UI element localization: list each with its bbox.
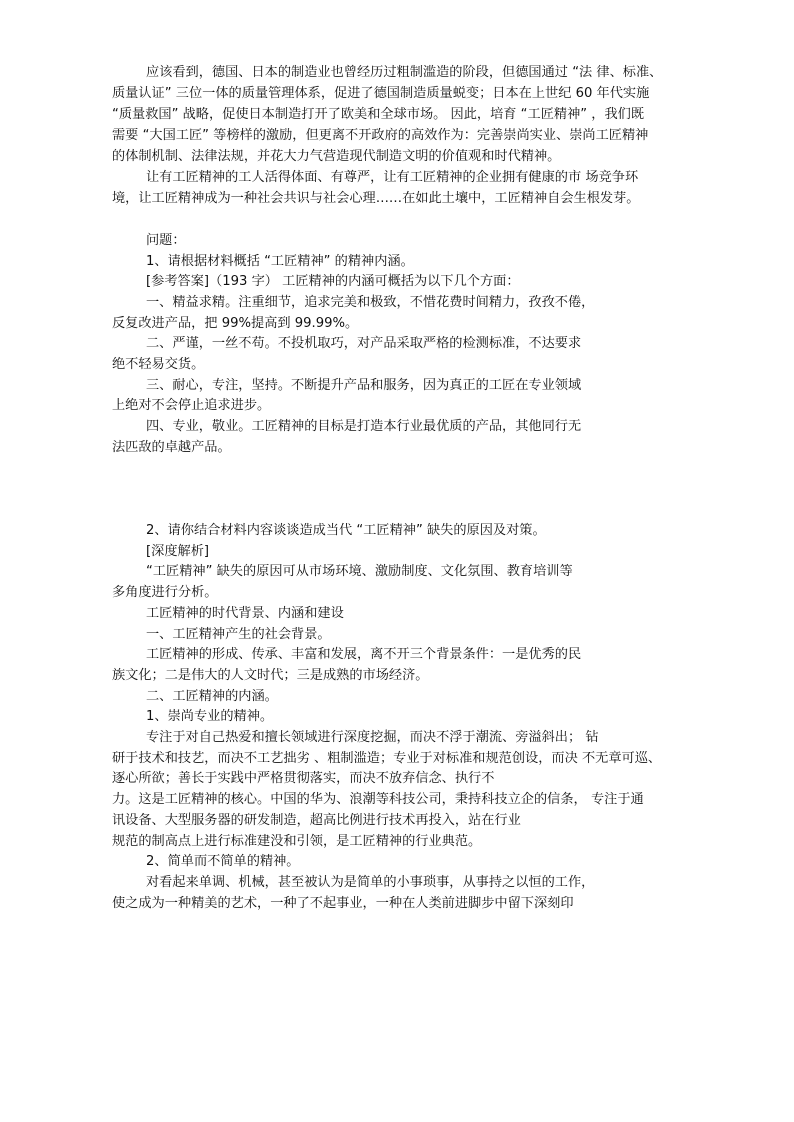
text-line: 力。这是工匠精神的核心。中国的华为、浪潮等科技公司，秉持科技立企的信条， 专注于通 bbox=[112, 792, 644, 807]
text-line: 2、简单而不简单的精神。 bbox=[146, 854, 300, 869]
text-line: 多角度进行分析。 bbox=[112, 585, 218, 600]
text-line: 让有工匠精神的工人活得体面、有尊严，让有工匠精神的企业拥有健康的市 场竞争环 bbox=[146, 170, 639, 185]
reference-answer: [参考答案]（193 字） 工匠精神的内涵可概括为以下几个方面： bbox=[146, 274, 520, 289]
question-heading: 问题： bbox=[146, 233, 186, 248]
analysis-heading: [深度解析] bbox=[146, 544, 210, 559]
text-line: 应该看到，德国、日本的制造业也曾经历过粗制滥造的阶段，但德国通过 “法 律、标准、 bbox=[146, 65, 663, 80]
text-line: 上绝对不会停止追求进步。 bbox=[112, 398, 271, 413]
question-2: 2、请你结合材料内容谈谈造成当代 “工匠精神” 缺失的原因及对策。 bbox=[146, 523, 546, 538]
text-line: 三、耐心，专注，坚持。不断提升产品和服务，因为真正的工匠在专业领域 bbox=[146, 378, 582, 393]
text-line: 族文化；二是伟大的人文时代；三是成熟的市场经济。 bbox=[112, 668, 429, 683]
text-line: 质量认证” 三位一体的质量管理体系，促进了德国制造质量蜕变；日本在上世纪 60 年代实施 bbox=[112, 86, 650, 101]
text-line: 使之成为一种精美的艺术，一种了不起事业，一种在人类前进脚步中留下深刻印 bbox=[112, 896, 574, 911]
text-line: 绝不轻易交货。 bbox=[112, 357, 205, 372]
text-line: “质量救国” 战略，促使日本制造打开了欧美和全球市场。 因此，培育 “工匠精神” ，我们既 bbox=[112, 107, 645, 122]
text-line: 专注于对自己热爱和擅长领域进行深度挖掘，而决不浮于潮流、旁溢斜出； 钻 bbox=[146, 730, 599, 745]
text-line: 的体制机制、法律法规，并花大力气营造现代制造文明的价值观和时代精神。 bbox=[112, 149, 561, 164]
text-line: 法匹敌的卓越产品。 bbox=[112, 440, 231, 455]
text-line: 二、工匠精神的内涵。 bbox=[146, 689, 278, 704]
text-line: 工匠精神的形成、传承、丰富和发展，离不开三个背景条件：一是优秀的民 bbox=[146, 647, 582, 662]
text-line: 规范的制高点上进行标准建没和引领，是工匠精神的行业典范。 bbox=[112, 834, 482, 849]
text-line: 反复改进产品，把 99%提高到 99.99%。 bbox=[112, 316, 359, 331]
text-line: 研于技术和技艺，而决不工艺拙劣 、粗制滥造；专业于对标准和规范创设，而决 不无章可巡、 bbox=[112, 751, 662, 766]
text-line: 需要 “大国工匠” 等榜样的激励，但更离不开政府的高效作为：完善崇尚实业、崇尚工匠精神 bbox=[112, 128, 649, 143]
text-line: 逐心所欲；善长于实践中严格贯彻落实，而决不放弃信念、执行不 bbox=[112, 771, 495, 786]
text-line: 对看起来单调、机械，甚至被认为是简单的小事琐事，从事持之以恒的工作， bbox=[146, 875, 595, 890]
question-1: 1、请根据材料概括 “工匠精神” 的精神内涵。 bbox=[146, 254, 414, 269]
text-line: 1、崇尚专业的精神。 bbox=[146, 709, 274, 724]
text-line: 二、严谨，一丝不苟。不投机取巧，对产品采取严格的检测标准，不达要求 bbox=[146, 336, 582, 351]
text-line: 四、专业，敬业。工匠精神的目标是打造本行业最优质的产品，其他同行无 bbox=[146, 419, 582, 434]
text-line: 讯设备、大型服务器的研发制造，超高比例进行技术再投入，站在行业 bbox=[112, 813, 521, 828]
text-line: 境，让工匠精神成为一种社会共识与社会心理……在如此土壤中，工匠精神自会生根发芽。 bbox=[112, 191, 640, 206]
text-line: 一、精益求精。注重细节，追求完美和极致，不惜花费时间精力，孜孜不倦， bbox=[146, 295, 595, 310]
text-line: 一、工匠精神产生的社会背景。 bbox=[146, 627, 331, 642]
text-line: “工匠精神” 缺失的原因可从市场环境、激励制度、文化氛围、教育培训等 bbox=[146, 564, 573, 579]
section-title: 工匠精神的时代背景、内涵和建设 bbox=[146, 606, 344, 621]
